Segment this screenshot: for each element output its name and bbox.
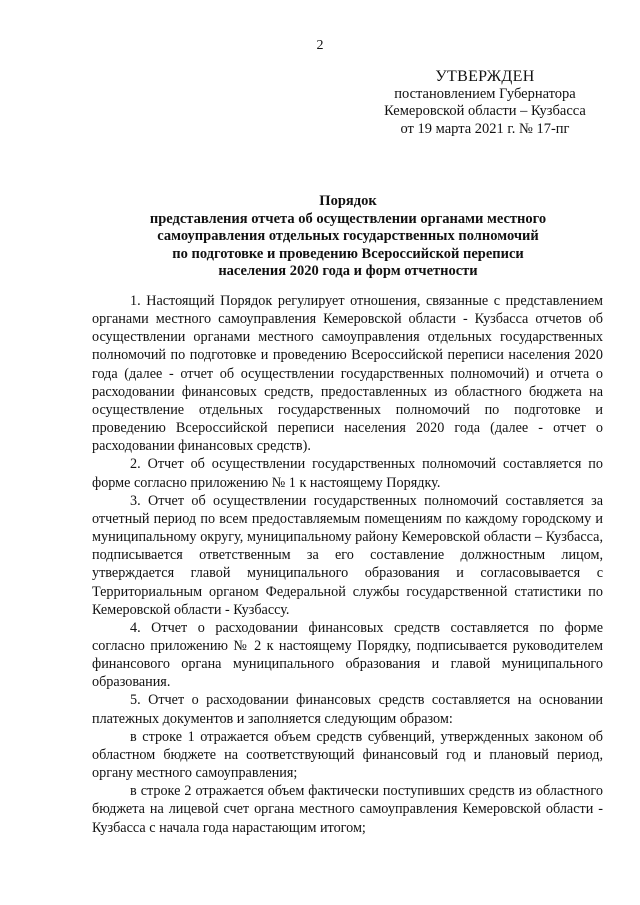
document-title-line: по подготовке и проведению Всероссийской переписи [172,245,524,262]
document-body [92,292,603,837]
page-number: 2 [316,38,324,53]
paragraph-5-line-1: в строке 1 отражается объем средств субвенций, утвержденных законом об областном бюджете на соответствующий финансовый год и плановый период, органу местного самоуправления; [92,728,603,782]
document-title-line: самоуправления отдельных государственных полномочий [157,228,539,245]
approval-stamp [356,68,614,138]
approval-line: постановлением Губернатора [394,85,576,102]
paragraph-4: 4. Отчет о расходовании финансовых средств составляется по форме согласно приложению № 2 к настоящему Порядку, подписывается руководителем финансового органа муниципального образования и главой муниципального образования. [92,619,603,691]
approval-line: от 19 марта 2021 г. № 17-пг [400,120,570,137]
paragraph-1: 1. Настоящий Порядок регулирует отношения, связанные с представлением органами местного самоуправления Кемеровской области - Кузбасса отчетов об осуществлении органами местного самоуправления отдельных государственных полномочий по подготовке и проведению Всероссийской переписи населения 2020 года (далее - отчет об осуществлении государственных полномочий) и отчета о расходовании финансовых средств, предоставленных из областного бюджета на осуществление отдельных государственных полномочий по подготовке и проведению Всероссийской переписи населения 2020 года (далее - отчет о расходовании финансовых средств). [92,293,603,455]
document-heading: Порядок [319,193,377,209]
approval-line: Кемеровской области – Кузбасса [384,103,586,119]
paragraph-5-line-2: в строке 2 отражается объем фактически поступивших средств из областного бюджета на лицевой счет органа местного самоуправления Кемеровской области - Кузбасса с начала года нарастающим итогом; [92,783,603,836]
paragraph-2: 2. Отчет об осуществлении государственных полномочий составляется по форме согласно приложению № 1 к настоящему Порядку. [92,456,603,491]
paragraph-5: 5. Отчет о расходовании финансовых средств составляется на основании платежных документов и заполняется следующим образом: [92,692,603,727]
paragraph-3: 3. Отчет об осуществлении государственных полномочий составляется за отчетный период по всем предоставляемым помещениям по каждому городскому и муниципальному округу, муниципальному району Кемеровской области – Кузбасса, подписывается ответственным за его составление должностным лицом, утверждается главой муниципального образования и согласовывается с Территориальным органом Федеральной службы государственной статистики по Кемеровской области - Кузбассу. [92,492,603,618]
approval-title: УТВЕРЖДЕН [435,68,535,85]
document-title [90,193,606,281]
document-title-line: представления отчета об осуществлении органами местного [149,210,547,227]
document-title-line: населения 2020 года и форм отчетности [218,263,478,280]
